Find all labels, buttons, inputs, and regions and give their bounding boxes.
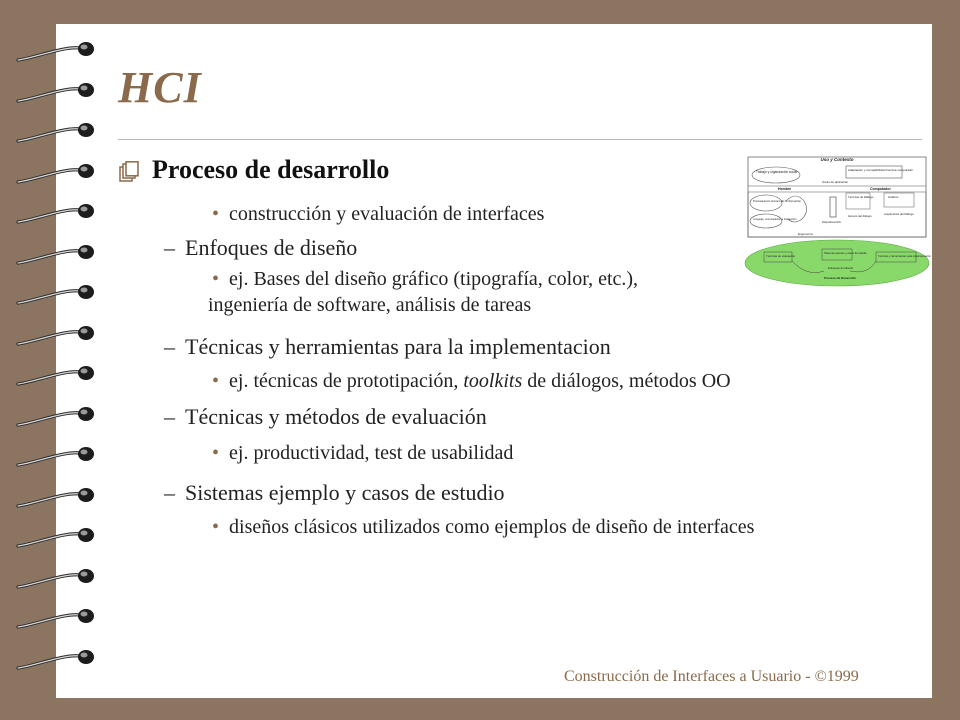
dash-marker: – <box>164 334 175 359</box>
diagram-label: Hombre <box>778 187 792 191</box>
list-item-text: Enfoques de diseño <box>185 235 358 260</box>
binder-ring <box>14 279 96 307</box>
checkbox-bullet-icon <box>118 161 140 183</box>
binder-ring <box>14 522 96 550</box>
list-item-text: Técnicas y herramientas para la implementacion <box>185 334 611 359</box>
slide-title: HCI <box>118 63 202 112</box>
list-item-text: ej. técnicas de prototipación, <box>229 370 464 392</box>
binder-ring <box>14 603 96 631</box>
diagram-label: Computador <box>870 187 891 191</box>
binder-ring <box>14 401 96 429</box>
binder-ring <box>14 482 96 510</box>
list-item-text: Sistemas ejemplo y casos de estudio <box>185 480 505 505</box>
slide-page <box>56 24 932 698</box>
binder-ring <box>14 441 96 469</box>
slide-footer: Construcción de Interfaces a Usuario - ©1999 <box>564 668 859 685</box>
diagram-label: Proceso de Desarrollo <box>824 276 856 280</box>
binder-ring <box>14 158 96 186</box>
list-item <box>212 268 638 291</box>
list-item <box>212 516 754 539</box>
bullet-dot: • <box>212 203 220 225</box>
diagram-label: Técnicas de Diálogo <box>848 195 874 199</box>
list-item <box>212 370 731 393</box>
list-item-text: ej. Bases del diseño gráfico (tipografía, color, etc.), <box>229 268 639 290</box>
list-item-text: ej. productividad, test de usabilidad <box>229 442 514 464</box>
list-item-text: Técnicas y métodos de evaluación <box>185 404 487 429</box>
list-item-text: construcción y evaluación de interfaces <box>229 203 545 225</box>
bullet-dot: • <box>212 268 220 290</box>
binder-ring <box>14 239 96 267</box>
list-item <box>164 480 505 506</box>
diagram-label: Técnicas y herramientas para implementación <box>878 255 932 258</box>
binder-ring <box>14 644 96 672</box>
binder-ring <box>14 320 96 348</box>
binder-ring <box>14 36 96 64</box>
title-divider <box>118 139 922 140</box>
list-item <box>164 235 357 261</box>
diagram-label: Lenguaje, comunicación e interacción <box>753 218 797 221</box>
diagram-label: Gráficos <box>888 195 899 199</box>
bullet-dot: • <box>212 370 220 392</box>
list-item-text: de diálogos, métodos OO <box>522 370 731 392</box>
binder-ring <box>14 198 96 226</box>
bullet-dot: • <box>212 442 220 464</box>
binder-ring <box>14 117 96 145</box>
diagram-label: Áreas de aplicación <box>822 180 849 184</box>
binder-ring <box>14 563 96 591</box>
dash-marker: – <box>164 480 175 505</box>
diagram-label: Procesamiento humano de la información <box>753 200 801 203</box>
binder-ring <box>14 360 96 388</box>
hci-model-diagram <box>742 153 932 291</box>
diagram-label: Arquitectura del Diálogo <box>884 212 914 216</box>
diagram-label: Dispositivos E/S <box>822 221 841 224</box>
list-item <box>164 404 487 430</box>
diagram-label: Ergonomía <box>798 232 813 236</box>
diagram-label: Uso y Contexto <box>820 157 854 162</box>
section-heading: Proceso de desarrollo <box>152 155 390 184</box>
bullet-dot: • <box>212 516 220 538</box>
list-item <box>212 442 513 465</box>
diagram-label: Sistemas ejemplo y casos de estudio <box>824 252 867 255</box>
list-item-continuation: ingeniería de software, análisis de tareas <box>208 294 532 316</box>
diagram-label: Adaptación y compatibilidad hombre-computador <box>848 168 914 172</box>
dash-marker: – <box>164 404 175 429</box>
diagram-label: Técnicas de evaluación <box>766 254 796 258</box>
binder-ring <box>14 77 96 105</box>
list-item <box>164 334 611 360</box>
list-item-text: diseños clásicos utilizados como ejemplos de diseño de interfaces <box>229 516 755 538</box>
list-item-emphasis: toolkits <box>463 370 523 392</box>
diagram-label: Trabajo y organización social <box>756 170 798 174</box>
diagram-label: Enfoques de Diseño <box>828 266 854 270</box>
dash-marker: – <box>164 235 175 260</box>
diagram-label: Género del diálogo <box>848 214 872 218</box>
list-item <box>212 203 544 226</box>
